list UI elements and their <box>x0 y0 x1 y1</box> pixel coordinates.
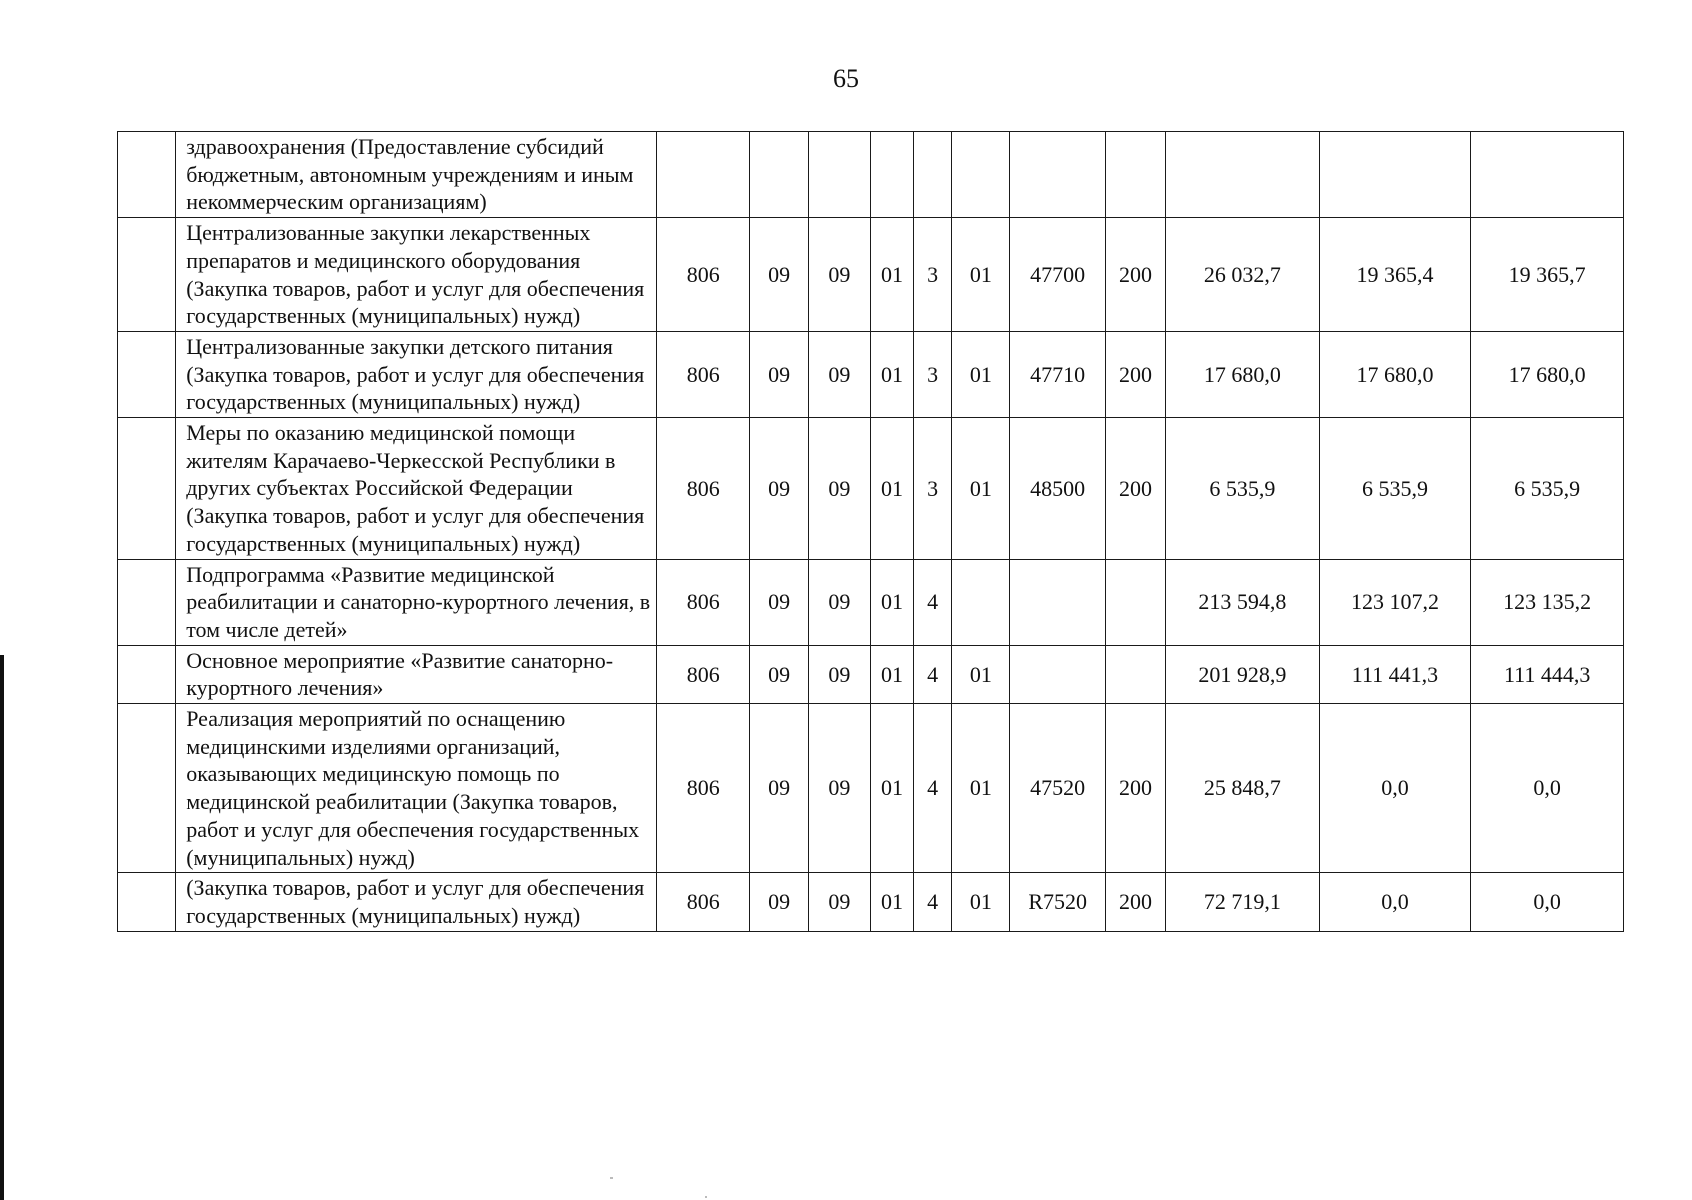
expense-type-cell: 200 <box>1105 873 1165 931</box>
page-number: 65 <box>833 64 859 93</box>
subsection-code-cell <box>808 132 870 218</box>
subsection-code-cell: 09 <box>808 218 870 332</box>
subsection-code-cell: 09 <box>808 331 870 417</box>
expense-type-cell <box>1105 559 1165 645</box>
direction-code-cell: R7520 <box>1010 873 1105 931</box>
direction-code-cell: 47700 <box>1010 218 1105 332</box>
program-code-cell: 01 <box>870 331 913 417</box>
table-row <box>118 218 1624 332</box>
amount-year2-cell: 0,0 <box>1319 873 1471 931</box>
event-code-cell: 01 <box>952 418 1010 560</box>
row-number-cell <box>118 132 176 218</box>
amount-year1-cell: 201 928,9 <box>1166 645 1320 703</box>
subsection-code-cell: 09 <box>808 418 870 560</box>
amount-year2-cell: 0,0 <box>1319 704 1471 873</box>
subprogram-code-cell <box>914 132 952 218</box>
program-code-cell: 01 <box>870 559 913 645</box>
budget-table-container <box>117 131 1624 932</box>
subsection-code-cell: 09 <box>808 704 870 873</box>
event-code-cell: 01 <box>952 331 1010 417</box>
expense-type-cell <box>1105 132 1165 218</box>
description-cell: Реализация мероприятий по оснащению медицинскими изделиями организаций, оказывающих медицинскую помощь по медицинской реабилитации (Закупка товаров, работ и услуг для обеспечения государственных (муниципальных) нужд) <box>176 704 657 873</box>
section-code-cell: 09 <box>750 559 808 645</box>
ministry-code-cell: 806 <box>657 418 750 560</box>
amount-year2-cell: 17 680,0 <box>1319 331 1471 417</box>
subsection-code-cell: 09 <box>808 559 870 645</box>
subprogram-code-cell: 3 <box>914 218 952 332</box>
table-row <box>118 873 1624 931</box>
expense-type-cell: 200 <box>1105 218 1165 332</box>
amount-year3-cell <box>1471 132 1624 218</box>
row-number-cell <box>118 704 176 873</box>
section-code-cell: 09 <box>750 218 808 332</box>
program-code-cell: 01 <box>870 418 913 560</box>
amount-year2-cell: 123 107,2 <box>1319 559 1471 645</box>
direction-code-cell <box>1010 559 1105 645</box>
subsection-code-cell: 09 <box>808 873 870 931</box>
event-code-cell: 01 <box>952 218 1010 332</box>
table-row <box>118 559 1624 645</box>
row-number-cell <box>118 218 176 332</box>
event-code-cell <box>952 132 1010 218</box>
table-row <box>118 132 1624 218</box>
section-code-cell: 09 <box>750 418 808 560</box>
scan-speck <box>610 1177 613 1179</box>
description-cell: Централизованные закупки детского питания (Закупка товаров, работ и услуг для обеспечения государственных (муниципальных) нужд) <box>176 331 657 417</box>
direction-code-cell: 47520 <box>1010 704 1105 873</box>
amount-year3-cell: 19 365,7 <box>1471 218 1624 332</box>
ministry-code-cell: 806 <box>657 559 750 645</box>
event-code-cell <box>952 559 1010 645</box>
description-cell: здравоохранения (Предоставление субсидий бюджетным, автономным учреждениям и иным некоммерческим организациям) <box>176 132 657 218</box>
amount-year3-cell: 17 680,0 <box>1471 331 1624 417</box>
amount-year3-cell: 0,0 <box>1471 873 1624 931</box>
ministry-code-cell: 806 <box>657 218 750 332</box>
event-code-cell: 01 <box>952 645 1010 703</box>
expense-type-cell: 200 <box>1105 704 1165 873</box>
table-row <box>118 418 1624 560</box>
section-code-cell <box>750 132 808 218</box>
expense-type-cell: 200 <box>1105 331 1165 417</box>
program-code-cell <box>870 132 913 218</box>
expense-type-cell <box>1105 645 1165 703</box>
amount-year1-cell <box>1166 132 1320 218</box>
row-number-cell <box>118 873 176 931</box>
amount-year3-cell: 0,0 <box>1471 704 1624 873</box>
description-cell: (Закупка товаров, работ и услуг для обеспечения государственных (муниципальных) нужд) <box>176 873 657 931</box>
table-row <box>118 645 1624 703</box>
subprogram-code-cell: 3 <box>914 418 952 560</box>
amount-year3-cell: 123 135,2 <box>1471 559 1624 645</box>
ministry-code-cell: 806 <box>657 873 750 931</box>
ministry-code-cell: 806 <box>657 704 750 873</box>
event-code-cell: 01 <box>952 704 1010 873</box>
amount-year1-cell: 72 719,1 <box>1166 873 1320 931</box>
ministry-code-cell: 806 <box>657 645 750 703</box>
subprogram-code-cell: 4 <box>914 559 952 645</box>
amount-year2-cell: 6 535,9 <box>1319 418 1471 560</box>
section-code-cell: 09 <box>750 873 808 931</box>
table-row <box>118 704 1624 873</box>
description-cell: Подпрограмма «Развитие медицинской реабилитации и санаторно-курортного лечения, в том числе детей» <box>176 559 657 645</box>
program-code-cell: 01 <box>870 704 913 873</box>
subprogram-code-cell: 4 <box>914 645 952 703</box>
section-code-cell: 09 <box>750 704 808 873</box>
amount-year1-cell: 6 535,9 <box>1166 418 1320 560</box>
amount-year3-cell: 6 535,9 <box>1471 418 1624 560</box>
expense-type-cell: 200 <box>1105 418 1165 560</box>
direction-code-cell <box>1010 645 1105 703</box>
amount-year1-cell: 26 032,7 <box>1166 218 1320 332</box>
amount-year2-cell <box>1319 132 1471 218</box>
budget-table <box>117 131 1624 932</box>
row-number-cell <box>118 645 176 703</box>
scan-speck <box>705 1196 707 1198</box>
direction-code-cell: 47710 <box>1010 331 1105 417</box>
table-body <box>118 132 1624 932</box>
amount-year1-cell: 213 594,8 <box>1166 559 1320 645</box>
amount-year2-cell: 19 365,4 <box>1319 218 1471 332</box>
direction-code-cell <box>1010 132 1105 218</box>
amount-year1-cell: 17 680,0 <box>1166 331 1320 417</box>
description-cell: Централизованные закупки лекарственных препаратов и медицинского оборудования (Закупка товаров, работ и услуг для обеспечения государственных (муниципальных) нужд) <box>176 218 657 332</box>
program-code-cell: 01 <box>870 873 913 931</box>
ministry-code-cell <box>657 132 750 218</box>
section-code-cell: 09 <box>750 331 808 417</box>
scan-edge-mark <box>0 655 4 1200</box>
program-code-cell: 01 <box>870 645 913 703</box>
amount-year1-cell: 25 848,7 <box>1166 704 1320 873</box>
subprogram-code-cell: 3 <box>914 331 952 417</box>
description-cell: Основное мероприятие «Развитие санаторно-курортного лечения» <box>176 645 657 703</box>
subprogram-code-cell: 4 <box>914 873 952 931</box>
program-code-cell: 01 <box>870 218 913 332</box>
table-row <box>118 331 1624 417</box>
row-number-cell <box>118 418 176 560</box>
description-cell: Меры по оказанию медицинской помощи жителям Карачаево-Черкесской Республики в других субъектах Российской Федерации (Закупка товаров, работ и услуг для обеспечения государственных (муниципальных) нужд) <box>176 418 657 560</box>
amount-year2-cell: 111 441,3 <box>1319 645 1471 703</box>
subprogram-code-cell: 4 <box>914 704 952 873</box>
subsection-code-cell: 09 <box>808 645 870 703</box>
event-code-cell: 01 <box>952 873 1010 931</box>
row-number-cell <box>118 331 176 417</box>
section-code-cell: 09 <box>750 645 808 703</box>
ministry-code-cell: 806 <box>657 331 750 417</box>
row-number-cell <box>118 559 176 645</box>
direction-code-cell: 48500 <box>1010 418 1105 560</box>
amount-year3-cell: 111 444,3 <box>1471 645 1624 703</box>
